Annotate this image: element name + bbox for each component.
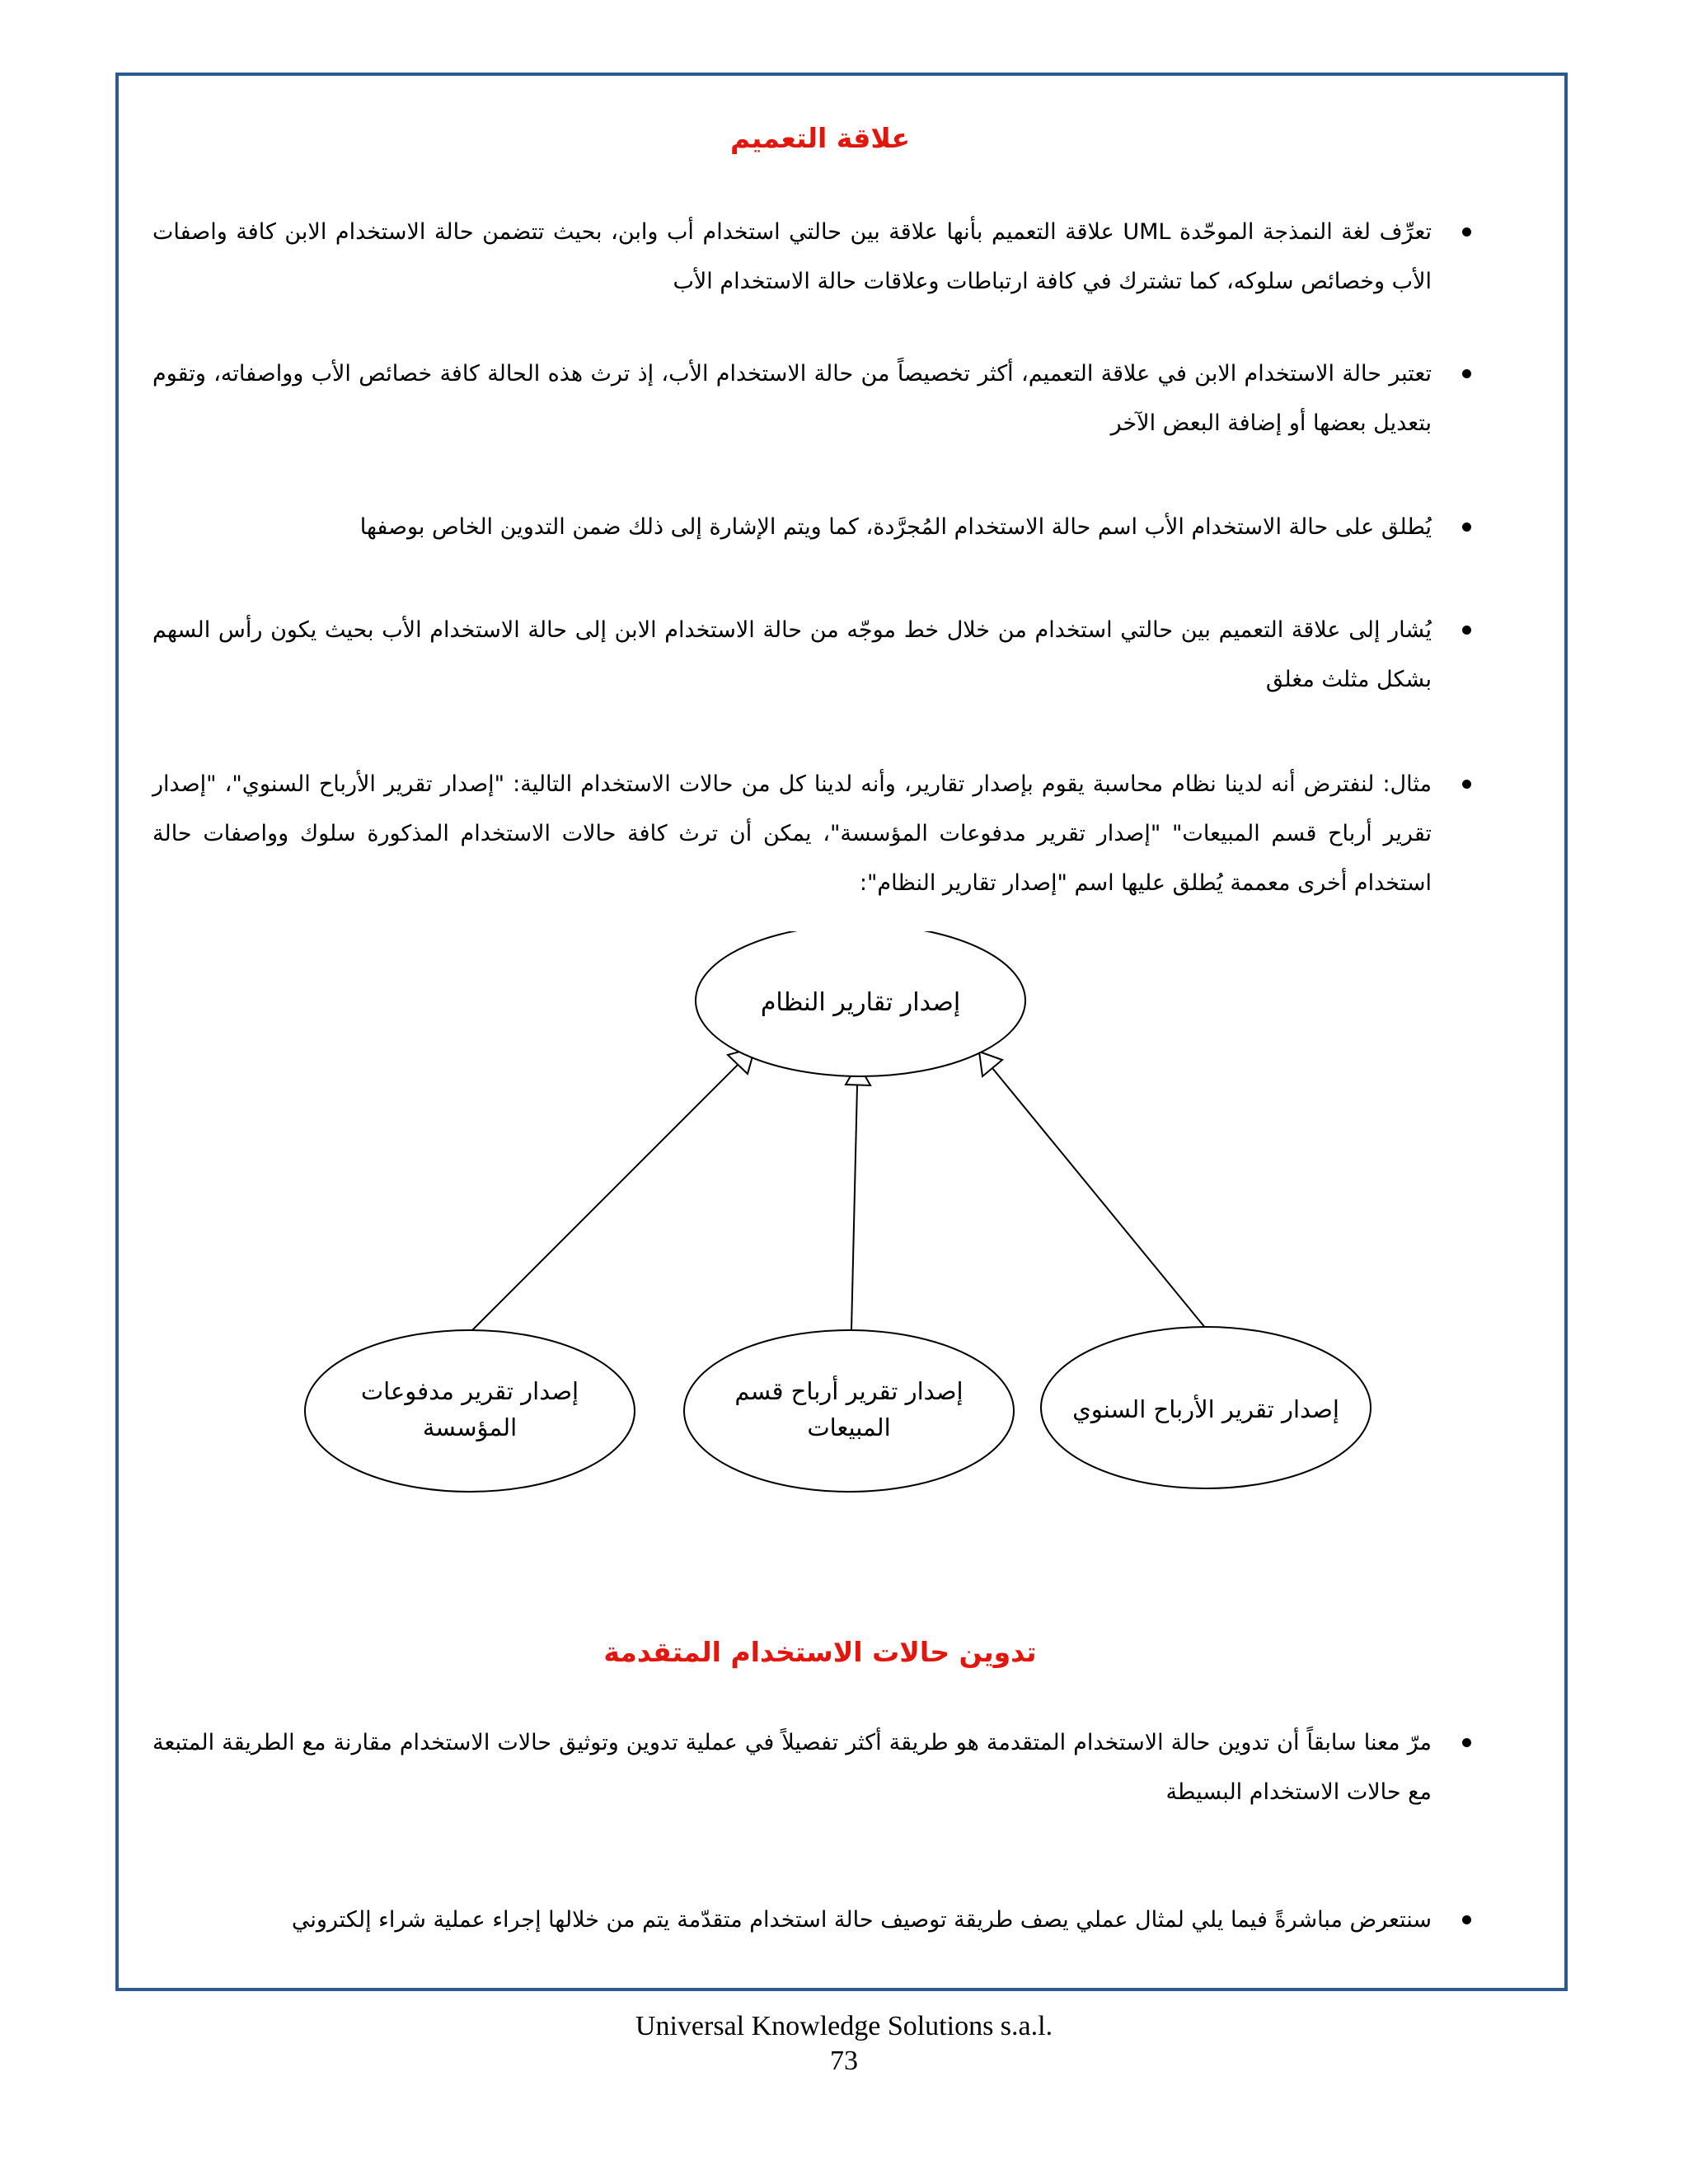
use-case-child-label: المبيعات (807, 1413, 891, 1441)
generalization-arrowhead-icon (979, 1052, 1002, 1076)
use-case-child-label: إصدار تقرير أرباح قسم (734, 1377, 964, 1405)
bullet-item: تعتبر حالة الاستخدام الابن في علاقة التعميم، أكثر تخصيصاً من حالة الاستخدام الأب، إذ ترث هذه الحالة كافة خصائص الأب وواصفاته، وتقوم بتعديل بعضها أو إضافة البعض الآخر (152, 349, 1488, 448)
use-case-child (305, 1330, 635, 1492)
use-case-child-label: إصدار تقرير مدفوعات (360, 1377, 579, 1405)
section-title-advanced-use-cases: تدوين حالات الاستخدام المتقدمة (603, 1636, 1037, 1668)
bullet-dot-icon (1462, 626, 1471, 635)
bullet-dot-icon (1462, 227, 1471, 237)
footer-page-number: 73 (830, 2046, 858, 2076)
use-case-child-label: المؤسسة (422, 1413, 518, 1441)
bullet-item: يُطلق على حالة الاستخدام الأب اسم حالة الاستخدام المُجرَّدة، كما ويتم الإشارة إلى ذلك ضمن التدوين الخاص بوصفها (152, 503, 1488, 552)
bullet-dot-icon (1462, 1738, 1471, 1747)
generalization-line (851, 1085, 857, 1330)
bullet-dot-icon (1462, 1915, 1471, 1924)
bullet-dot-icon (1462, 523, 1471, 532)
bullet-item: تعرِّف لغة النمذجة الموحّدة UML علاقة التعميم بأنها علاقة بين حالتي استخدام أب وابن، بحيث تتضمن حالة الاستخدام الابن كافة واصفات الأب وخصائص سلوكه، كما تشترك في كافة ارتباطات وعلاقات حالة الاستخدام الأب (152, 208, 1488, 307)
bullet-dot-icon (1462, 780, 1471, 789)
use-case-child-label: إصدار تقرير الأرباح السنوي (1072, 1395, 1339, 1423)
bullet-item: مثال: لنفترض أنه لدينا نظام محاسبة يقوم بإصدار تقارير، وأنه لدينا كل من حالات الاستخدام التالية: "إصدار تقرير الأرباح السنوي"، "إصدار تقرير أرباح قسم المبيعات" "إصدار تقرير مدفوعات المؤسسة"، يمكن أن ترث كافة حالات الاستخدام المذكورة سلوك وواصفات حالة استخدام أخرى معممة يُطلق عليها اسم "إصدار تقارير النظام": (152, 760, 1488, 908)
bullet-item: مرّ معنا سابقاً أن تدوين حالة الاستخدام المتقدمة هو طريقة أكثر تفصيلاً في عملية تدوين وتوثيق حالات الاستخدام مقارنة مع الطريقة المتبعة مع حالات الاستخدام البسيطة (152, 1718, 1488, 1817)
bullet-item: يُشار إلى علاقة التعميم بين حالتي استخدام من خلال خط موجّه من حالة الاستخدام الابن إلى حالة الاستخدام الأب بحيث يكون رأس السهم بشكل مثلث مغلق (152, 606, 1488, 705)
bullet-item: سنتعرض مباشرةً فيما يلي لمثال عملي يصف طريقة توصيف حالة استخدام متقدّمة يتم من خلالها إجراء عملية شراء إلكتروني (152, 1896, 1488, 1945)
section-title-generalization: علاقة التعميم (730, 122, 910, 154)
use-case-child (684, 1330, 1014, 1492)
generalization-diagram (297, 931, 1385, 1508)
bullet-dot-icon (1462, 369, 1471, 378)
use-case-parent-label: إصدار تقارير النظام (760, 988, 961, 1017)
footer-company: Universal Knowledge Solutions s.a.l. (635, 2011, 1053, 2041)
generalization-line (992, 1068, 1206, 1329)
generalization-line (471, 1063, 739, 1331)
